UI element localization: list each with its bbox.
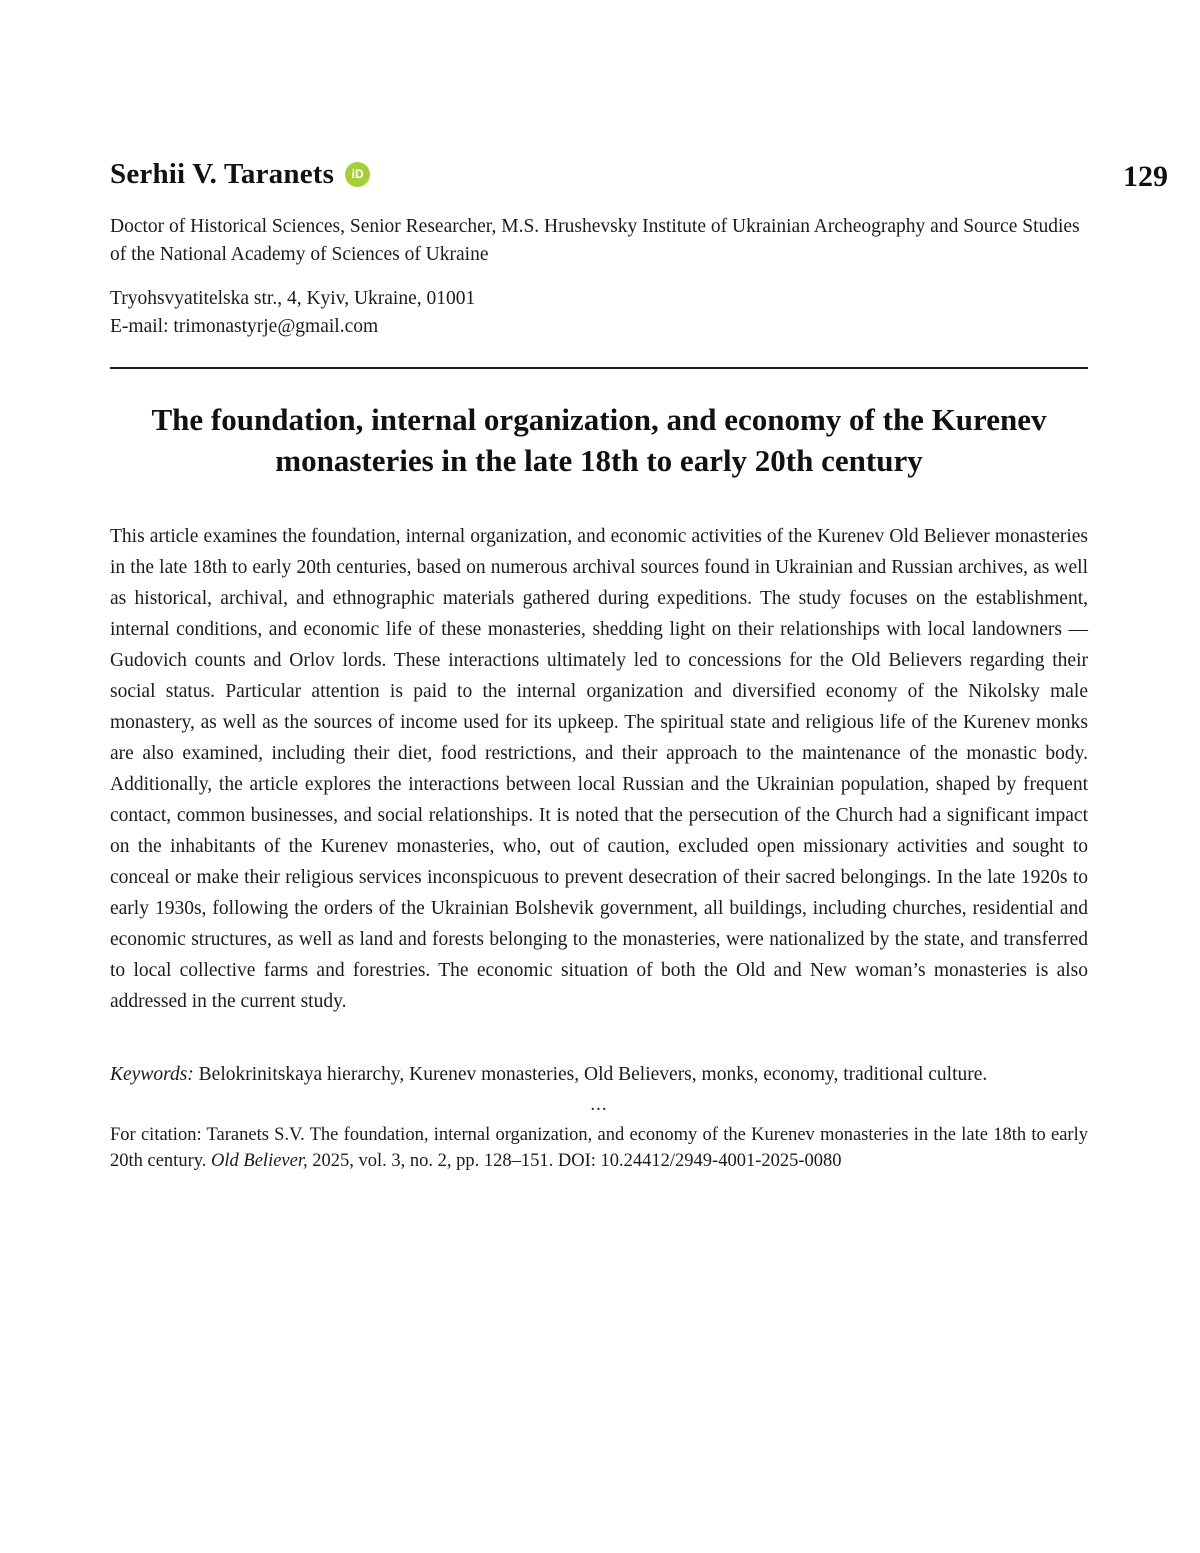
address-line: Tryohsvyatitelska str., 4, Kyiv, Ukraine, 01001 bbox=[110, 288, 476, 309]
author-address bbox=[110, 285, 1088, 341]
page-number: 129 bbox=[1123, 160, 1168, 193]
author-email: trimonastyrje@gmail.com bbox=[173, 316, 379, 337]
citation-prefix: For citation: Taranets S.V. The foundation, internal organization, and economy of the Kurenev monasteries in the late 18th to early 20th century. bbox=[110, 1125, 1088, 1171]
email-label: E-mail: bbox=[110, 316, 174, 337]
keywords-paragraph bbox=[110, 1059, 1088, 1090]
citation-journal: Old Believer, bbox=[211, 1151, 308, 1171]
keywords-label: Keywords: bbox=[110, 1064, 194, 1085]
author-row bbox=[110, 158, 1088, 191]
section-separator: ... bbox=[590, 1094, 608, 1115]
article-title: The foundation, internal organization, and economy of the Kurenev monasteries in the late 18th to early 20th century bbox=[151, 402, 1047, 478]
header-divider bbox=[110, 367, 1088, 369]
keywords-text: Belokrinitskaya hierarchy, Kurenev monasteries, Old Believers, monks, economy, traditional culture. bbox=[198, 1064, 988, 1085]
abstract-text: This article examines the foundation, internal organization, and economic activities of the Kurenev Old Believer monasteries in the late 18th to early 20th centuries, based on numerous archival sources found in Ukrainian and Russian archives, as well as historical, archival, and ethnographic materials gathered during expeditions. The study focuses on the establishment, internal conditions, and economic life of these monasteries, shedding light on their relationships with local landowners — Gudovich counts and Orlov lords. These interactions ultimately led to concessions for the Old Believers regarding their social status. Particular attention is paid to the internal organization and diversified economy of the Nikolsky male monastery, as well as the sources of income used for its upkeep. The spiritual state and religious life of the Kurenev monks are also examined, including their diet, food restrictions, and their approach to the maintenance of the monastic body. Additionally, the article explores the interactions between local Russian and the Ukrainian population, shaped by frequent contact, common businesses, and social relationships. It is noted that the persecution of the Church had a significant impact on the inhabitants of the Kurenev monasteries, who, out of caution, excluded open missionary activities and sought to conceal or make their religious services inconspicuous to prevent desecration of their sacred belongings. In the late 1920s to early 1930s, following the orders of the Ukrainian Bolshevik government, all buildings, including churches, residential and economic structures, as well as land and forests belonging to the monasteries, were nationalized by the state, and transferred to local collective farms and forestries. The economic situation of both the Old and New woman’s monasteries is also addressed in the current study. bbox=[110, 526, 1088, 1012]
author-block bbox=[110, 158, 1088, 341]
orcid-icon[interactable]: iD bbox=[345, 162, 370, 187]
author-name: Serhii V. Taranets bbox=[110, 158, 335, 190]
citation-paragraph bbox=[110, 1122, 1088, 1174]
citation-suffix: 2025, vol. 3, no. 2, pp. 128–151. DOI: 10.24412/2949-4001-2025-0080 bbox=[307, 1151, 842, 1171]
author-affiliation: Doctor of Historical Sciences, Senior Researcher, M.S. Hrushevsky Institute of Ukrainian Archeography and Source Studies of the National Academy of Sciences of Ukraine bbox=[110, 216, 1080, 265]
